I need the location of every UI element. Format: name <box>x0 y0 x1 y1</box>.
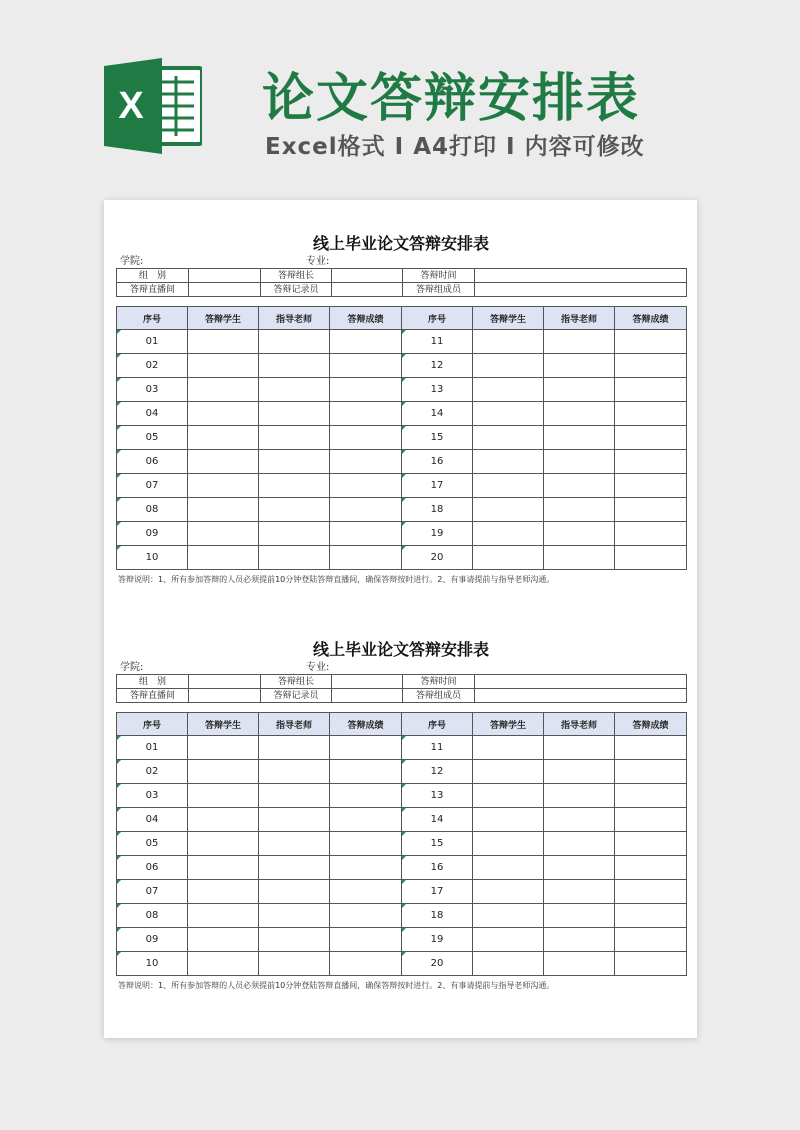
advisor-cell[interactable] <box>544 784 615 808</box>
score-cell[interactable] <box>330 498 402 522</box>
info-cell: 答辩记录员 <box>261 283 332 297</box>
advisor-cell[interactable] <box>544 760 615 784</box>
score-cell[interactable] <box>330 474 402 498</box>
row-number: 09 <box>117 522 188 546</box>
score-cell[interactable] <box>330 952 402 976</box>
advisor-cell[interactable] <box>259 546 330 570</box>
score-cell[interactable] <box>330 354 402 378</box>
advisor-cell[interactable] <box>544 402 615 426</box>
excel-icon-letter: X <box>118 85 144 127</box>
table-row <box>117 426 687 450</box>
info-cell: 组 别 <box>117 269 189 283</box>
column-header: 答辩学生 <box>188 307 259 330</box>
table-row <box>117 330 687 354</box>
row-number: 14 <box>402 808 473 832</box>
score-cell[interactable] <box>615 522 687 546</box>
info-cell[interactable] <box>475 283 687 297</box>
info-cell[interactable] <box>332 269 403 283</box>
row-number: 06 <box>117 856 188 880</box>
advisor-cell[interactable] <box>259 952 330 976</box>
score-cell[interactable] <box>615 402 687 426</box>
student-cell[interactable] <box>188 904 259 928</box>
table-row <box>117 760 687 784</box>
row-number: 18 <box>402 904 473 928</box>
column-header: 答辩学生 <box>473 713 544 736</box>
schedule-header-row <box>117 307 687 330</box>
row-number: 20 <box>402 952 473 976</box>
info-row <box>117 283 687 297</box>
info-cell: 答辩时间 <box>403 269 475 283</box>
student-cell[interactable] <box>473 450 544 474</box>
excel-icon <box>104 58 202 154</box>
advisor-cell[interactable] <box>259 426 330 450</box>
major-label: 专业: <box>306 662 330 673</box>
sheet-title: 线上毕业论文答辩安排表 <box>312 640 489 659</box>
student-cell[interactable] <box>188 928 259 952</box>
score-cell[interactable] <box>615 330 687 354</box>
student-cell[interactable] <box>473 330 544 354</box>
row-number: 19 <box>402 928 473 952</box>
advisor-cell[interactable] <box>259 330 330 354</box>
sheet-title: 线上毕业论文答辩安排表 <box>312 234 489 253</box>
info-cell: 组 别 <box>117 675 189 689</box>
table-row <box>117 904 687 928</box>
advisor-cell[interactable] <box>259 880 330 904</box>
row-number: 10 <box>117 546 188 570</box>
column-header: 答辩学生 <box>188 713 259 736</box>
column-header: 序号 <box>402 713 473 736</box>
advisor-cell[interactable] <box>259 856 330 880</box>
info-cell: 答辩时间 <box>403 675 475 689</box>
info-cell: 答辩记录员 <box>261 689 332 703</box>
score-cell[interactable] <box>615 856 687 880</box>
score-cell[interactable] <box>330 856 402 880</box>
info-cell: 答辩组长 <box>261 269 332 283</box>
column-header: 指导老师 <box>259 713 330 736</box>
advisor-cell[interactable] <box>544 354 615 378</box>
info-cell[interactable] <box>189 675 261 689</box>
advisor-cell[interactable] <box>544 856 615 880</box>
table-row <box>117 736 687 760</box>
student-cell[interactable] <box>188 426 259 450</box>
table-row <box>117 378 687 402</box>
student-cell[interactable] <box>188 474 259 498</box>
score-cell[interactable] <box>615 784 687 808</box>
score-cell[interactable] <box>330 832 402 856</box>
advisor-cell[interactable] <box>259 450 330 474</box>
row-number: 08 <box>117 904 188 928</box>
score-cell[interactable] <box>615 952 687 976</box>
row-number: 03 <box>117 784 188 808</box>
info-row <box>117 269 687 283</box>
row-number: 02 <box>117 760 188 784</box>
student-cell[interactable] <box>188 354 259 378</box>
table-row <box>117 880 687 904</box>
info-cell: 答辩直播间 <box>117 689 189 703</box>
student-cell[interactable] <box>473 808 544 832</box>
student-cell[interactable] <box>188 760 259 784</box>
schedule-table <box>116 712 687 976</box>
advisor-cell[interactable] <box>544 904 615 928</box>
row-number: 05 <box>117 426 188 450</box>
score-cell[interactable] <box>330 784 402 808</box>
student-cell[interactable] <box>473 832 544 856</box>
score-cell[interactable] <box>330 880 402 904</box>
column-header: 序号 <box>117 713 188 736</box>
table-row <box>117 928 687 952</box>
student-cell[interactable] <box>473 928 544 952</box>
score-cell[interactable] <box>615 808 687 832</box>
score-cell[interactable] <box>330 450 402 474</box>
student-cell[interactable] <box>473 546 544 570</box>
advisor-cell[interactable] <box>544 450 615 474</box>
table-row <box>117 856 687 880</box>
student-cell[interactable] <box>188 546 259 570</box>
advisor-cell[interactable] <box>544 522 615 546</box>
info-cell[interactable] <box>475 269 687 283</box>
info-cell: 答辩组成员 <box>403 689 475 703</box>
student-cell[interactable] <box>188 498 259 522</box>
score-cell[interactable] <box>330 760 402 784</box>
major-label: 专业: <box>306 256 330 267</box>
row-number: 01 <box>117 330 188 354</box>
column-header: 指导老师 <box>544 307 615 330</box>
advisor-cell[interactable] <box>259 904 330 928</box>
info-cell[interactable] <box>189 283 261 297</box>
score-cell[interactable] <box>615 880 687 904</box>
score-cell[interactable] <box>615 928 687 952</box>
college-major-row <box>116 661 686 674</box>
column-header: 指导老师 <box>544 713 615 736</box>
advisor-cell[interactable] <box>259 808 330 832</box>
info-cell[interactable] <box>189 689 261 703</box>
advisor-cell[interactable] <box>259 784 330 808</box>
student-cell[interactable] <box>473 952 544 976</box>
student-cell[interactable] <box>188 402 259 426</box>
advisor-cell[interactable] <box>544 426 615 450</box>
table-row <box>117 808 687 832</box>
table-row <box>117 402 687 426</box>
row-number: 12 <box>402 354 473 378</box>
row-number: 20 <box>402 546 473 570</box>
score-cell[interactable] <box>330 378 402 402</box>
advisor-cell[interactable] <box>544 330 615 354</box>
student-cell[interactable] <box>473 354 544 378</box>
table-row <box>117 784 687 808</box>
column-header: 序号 <box>117 307 188 330</box>
advisor-cell[interactable] <box>544 808 615 832</box>
advisor-cell[interactable] <box>259 522 330 546</box>
score-cell[interactable] <box>330 402 402 426</box>
advisor-cell[interactable] <box>544 952 615 976</box>
score-cell[interactable] <box>330 928 402 952</box>
student-cell[interactable] <box>188 450 259 474</box>
row-number: 13 <box>402 378 473 402</box>
row-number: 16 <box>402 450 473 474</box>
row-number: 14 <box>402 402 473 426</box>
row-number: 13 <box>402 784 473 808</box>
score-cell[interactable] <box>330 426 402 450</box>
column-header: 指导老师 <box>259 307 330 330</box>
student-cell[interactable] <box>188 880 259 904</box>
schedule-sheet-1 <box>116 233 686 585</box>
column-header: 序号 <box>402 307 473 330</box>
group-info-table <box>116 268 687 297</box>
page-subtitle: Excel格式 I A4打印 I 内容可修改 <box>265 134 645 160</box>
defense-note: 答辩说明：1、所有参加答辩的人员必须提前10分钟登陆答辩直播间，确保答辩按时进行。2、有事请提前与指导老师沟通。 <box>118 575 555 584</box>
score-cell[interactable] <box>330 546 402 570</box>
student-cell[interactable] <box>188 856 259 880</box>
student-cell[interactable] <box>473 856 544 880</box>
advisor-cell[interactable] <box>544 498 615 522</box>
score-cell[interactable] <box>615 426 687 450</box>
advisor-cell[interactable] <box>259 402 330 426</box>
column-header: 答辩成绩 <box>615 307 687 330</box>
page-title: 论文答辩安排表 <box>262 69 641 129</box>
advisor-cell[interactable] <box>544 474 615 498</box>
group-info-table <box>116 674 687 703</box>
banner <box>0 0 800 200</box>
advisor-cell[interactable] <box>259 474 330 498</box>
student-cell[interactable] <box>473 760 544 784</box>
table-row <box>117 832 687 856</box>
advisor-cell[interactable] <box>259 354 330 378</box>
score-cell[interactable] <box>330 522 402 546</box>
info-cell[interactable] <box>332 689 403 703</box>
column-header: 答辩学生 <box>473 307 544 330</box>
column-header: 答辩成绩 <box>330 713 402 736</box>
info-cell[interactable] <box>475 675 687 689</box>
score-cell[interactable] <box>330 904 402 928</box>
info-cell[interactable] <box>332 283 403 297</box>
row-number: 04 <box>117 402 188 426</box>
advisor-cell[interactable] <box>259 832 330 856</box>
student-cell[interactable] <box>188 808 259 832</box>
table-gap <box>116 297 686 306</box>
student-cell[interactable] <box>473 402 544 426</box>
score-cell[interactable] <box>615 760 687 784</box>
row-number: 19 <box>402 522 473 546</box>
advisor-cell[interactable] <box>544 736 615 760</box>
schedule-table <box>116 306 687 570</box>
table-row <box>117 450 687 474</box>
info-row <box>117 675 687 689</box>
column-header: 答辩成绩 <box>330 307 402 330</box>
student-cell[interactable] <box>188 736 259 760</box>
score-cell[interactable] <box>330 736 402 760</box>
info-cell: 答辩组成员 <box>403 283 475 297</box>
info-cell[interactable] <box>189 269 261 283</box>
info-row <box>117 689 687 703</box>
score-cell[interactable] <box>615 378 687 402</box>
row-number: 06 <box>117 450 188 474</box>
student-cell[interactable] <box>188 378 259 402</box>
advisor-cell[interactable] <box>544 880 615 904</box>
student-cell[interactable] <box>473 498 544 522</box>
score-cell[interactable] <box>615 498 687 522</box>
student-cell[interactable] <box>473 904 544 928</box>
row-number: 04 <box>117 808 188 832</box>
score-cell[interactable] <box>330 808 402 832</box>
score-cell[interactable] <box>615 474 687 498</box>
table-row <box>117 354 687 378</box>
advisor-cell[interactable] <box>259 498 330 522</box>
table-row <box>117 522 687 546</box>
row-number: 11 <box>402 330 473 354</box>
student-cell[interactable] <box>473 522 544 546</box>
column-header: 答辩成绩 <box>615 713 687 736</box>
student-cell[interactable] <box>188 522 259 546</box>
row-number: 02 <box>117 354 188 378</box>
advisor-cell[interactable] <box>544 928 615 952</box>
row-number: 10 <box>117 952 188 976</box>
table-row <box>117 474 687 498</box>
row-number: 15 <box>402 426 473 450</box>
row-number: 01 <box>117 736 188 760</box>
score-cell[interactable] <box>615 450 687 474</box>
advisor-cell[interactable] <box>259 760 330 784</box>
row-number: 18 <box>402 498 473 522</box>
defense-note: 答辩说明：1、所有参加答辩的人员必须提前10分钟登陆答辩直播间，确保答辩按时进行。2、有事请提前与指导老师沟通。 <box>118 981 555 990</box>
advisor-cell[interactable] <box>544 546 615 570</box>
info-cell: 答辩组长 <box>261 675 332 689</box>
row-number: 05 <box>117 832 188 856</box>
student-cell[interactable] <box>473 736 544 760</box>
row-number: 03 <box>117 378 188 402</box>
table-row <box>117 952 687 976</box>
row-number: 12 <box>402 760 473 784</box>
score-cell[interactable] <box>615 832 687 856</box>
advisor-cell[interactable] <box>544 832 615 856</box>
advisor-cell[interactable] <box>259 928 330 952</box>
student-cell[interactable] <box>473 880 544 904</box>
row-number: 08 <box>117 498 188 522</box>
advisor-cell[interactable] <box>259 378 330 402</box>
row-number: 07 <box>117 880 188 904</box>
row-number: 16 <box>402 856 473 880</box>
college-major-row <box>116 255 686 268</box>
college-label: 学院: <box>120 256 144 267</box>
student-cell[interactable] <box>188 330 259 354</box>
score-cell[interactable] <box>615 904 687 928</box>
student-cell[interactable] <box>473 426 544 450</box>
student-cell[interactable] <box>188 952 259 976</box>
advisor-cell[interactable] <box>259 736 330 760</box>
info-cell[interactable] <box>475 689 687 703</box>
row-number: 11 <box>402 736 473 760</box>
row-number: 07 <box>117 474 188 498</box>
schedule-sheet-2 <box>116 639 686 991</box>
info-cell: 答辩直播间 <box>117 283 189 297</box>
document-page <box>104 200 697 1038</box>
student-cell[interactable] <box>473 474 544 498</box>
table-row <box>117 498 687 522</box>
score-cell[interactable] <box>615 354 687 378</box>
student-cell[interactable] <box>473 784 544 808</box>
student-cell[interactable] <box>188 784 259 808</box>
info-cell[interactable] <box>332 675 403 689</box>
row-number: 09 <box>117 928 188 952</box>
row-number: 17 <box>402 880 473 904</box>
advisor-cell[interactable] <box>544 378 615 402</box>
student-cell[interactable] <box>473 378 544 402</box>
college-label: 学院: <box>120 662 144 673</box>
row-number: 15 <box>402 832 473 856</box>
schedule-header-row <box>117 713 687 736</box>
row-number: 17 <box>402 474 473 498</box>
student-cell[interactable] <box>188 832 259 856</box>
score-cell[interactable] <box>615 736 687 760</box>
table-row <box>117 546 687 570</box>
score-cell[interactable] <box>615 546 687 570</box>
score-cell[interactable] <box>330 330 402 354</box>
table-gap <box>116 703 686 712</box>
